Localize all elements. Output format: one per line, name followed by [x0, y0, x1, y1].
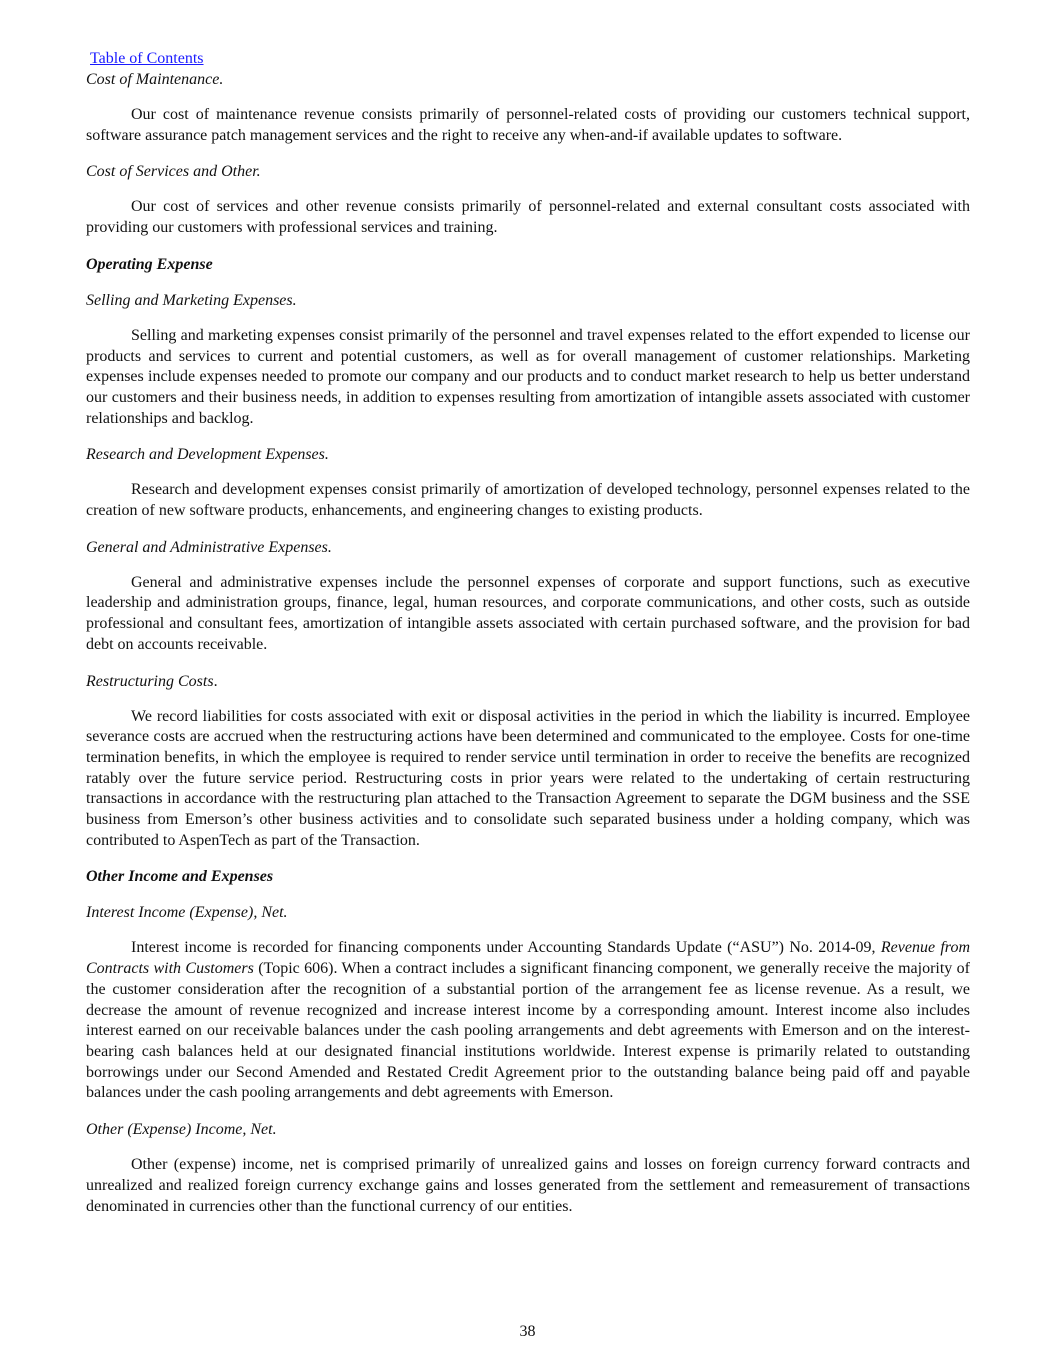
general-administrative-heading: General and Administrative Expenses.	[86, 538, 332, 556]
cost-of-maintenance-paragraph: Our cost of maintenance revenue consists primarily of personnel-related costs of providing our customers technical support, software assurance patch management services and the right to receive any when-and-if available updates to software.	[86, 106, 970, 144]
interest-income-heading: Interest Income (Expense), Net.	[86, 904, 288, 922]
document-page	[86, 48, 970, 1232]
other-expense-income-paragraph: Other (expense) income, net is comprised primarily of unrealized gains and losses on foreign currency forward contracts and unrealized and realized foreign currency exchange gains and losses generated from the settlement and remeasurement of transactions denominated in currencies other than the functional currency of our entities.	[86, 1156, 970, 1215]
restructuring-costs-heading	[86, 671, 970, 692]
interest-income-text-part1: Interest income is recorded for financing components under Accounting Standards Update (“ASU”) No. 2014-09,	[131, 939, 881, 957]
cost-of-services-paragraph: Our cost of services and other revenue consists primarily of personnel-related and external consultant costs associated with providing our customers with professional services and training.	[86, 198, 970, 237]
cost-of-maintenance-heading: Cost of Maintenance.	[86, 71, 224, 88]
table-of-contents-link[interactable]: Table of Contents	[90, 50, 204, 67]
restructuring-costs-title: Restructuring Costs	[86, 672, 214, 690]
interest-income-text-part2: (Topic 606). When a contract includes a significant financing component, we generally receive the majority of the customer consideration after the recognition of a substantial portion of the arrangement fee as license revenue. As a result, we decrease the amount of revenue recognized and increase interest income by a corresponding amount. Interest income also includes interest earned on our receivable balances under the cash pooling arrangements and debt agreements with Emerson and on the interest-bearing cash balances held at our designated financial institutions worldwide. Interest expense is primarily related to outstanding borrowings under our Second Amended and Restated Credit Agreement prior to the outstanding balance being paid off and payable balances under the cash pooling arrangements and debt agreements with Emerson.	[86, 960, 970, 1102]
interest-income-paragraph	[86, 938, 970, 1104]
restructuring-costs-paragraph: We record liabilities for costs associated with exit or disposal activities in the period in which the liability is incurred. Employee severance costs are accrued when the restructuring actions have been determined and communicated to the employee. Costs for one-time termination benefits, in which the employee is required to render service until termination in order to receive the benefits are recognized ratably over the future service period. Restructuring costs in prior years were related to the undertaking of certain restructuring transactions in accordance with the restructuring plan attached to the Transaction Agreement to separate the DGM business and the SSE business from Emerson’s other business activities and to consolidate such separated business under a holding company, which was contributed to AspenTech as part of the Transaction.	[86, 707, 970, 849]
interest-income-topic-title: Revenue from Contracts with Customers	[86, 939, 970, 978]
page-number: 38	[519, 1323, 536, 1340]
operating-expense-heading: Operating Expense	[86, 255, 213, 273]
research-development-heading: Research and Development Expenses.	[86, 446, 329, 464]
other-income-expenses-heading: Other Income and Expenses	[86, 868, 274, 886]
other-expense-income-heading: Other (Expense) Income, Net.	[86, 1121, 277, 1139]
restructuring-costs-title-period: .	[213, 672, 218, 690]
selling-marketing-paragraph: Selling and marketing expenses consist primarily of the personnel and travel expenses related to the effort expended to license our products and services to current and potential customers, as well as for overall management of customer relationships. Marketing expenses include expenses needed to promote our company and our products and to conduct market research to help us better understand our customers and their business needs, in addition to expenses resulting from amortization of intangible assets associated with customer relationships and backlog.	[86, 326, 970, 427]
selling-marketing-heading: Selling and Marketing Expenses.	[86, 291, 297, 309]
general-administrative-paragraph: General and administrative expenses include the personnel expenses of corporate and support functions, such as executive leadership and administration groups, finance, legal, human resources, and corporate communications, and other costs, such as outside professional and consultant fees, amortization of intangible assets associated with certain purchased software, and the provision for bad debt on accounts receivable.	[86, 573, 970, 653]
cost-of-services-heading: Cost of Services and Other.	[86, 163, 261, 181]
research-development-paragraph: Research and development expenses consist primarily of amortization of developed technology, personnel expenses related to the creation of new software products, enhancements, and engineering changes to existing products.	[86, 481, 970, 520]
